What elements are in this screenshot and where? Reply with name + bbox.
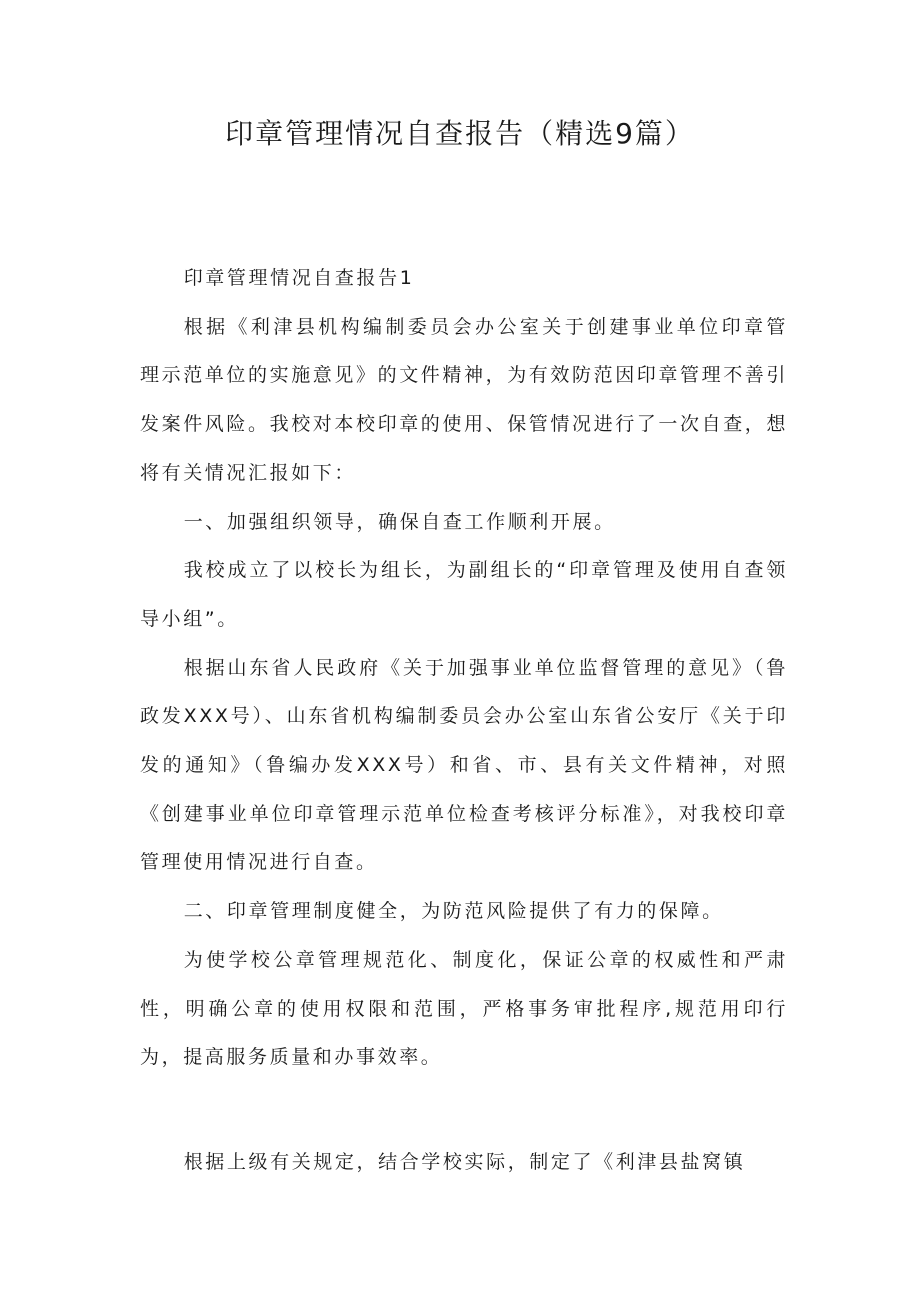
section-heading: 一、加强组织领导，确保自查工作顺利开展。 <box>183 510 616 533</box>
paragraph: 根据山东省人民政府《关于加强事业单位监督管理的意见》（鲁政发XXX号）、山东省机构编制委员会办公室山东省公安厅《关于印发的通知》（鲁编办发XXX号）和省、市、县有关文件精神，对照《创建事业单位印章管理示范单位检查考核评分标准》，对我校印章管理使用情况进行自查。 <box>140 656 788 874</box>
paragraph: 根据上级有关规定，结合学校实际，制定了《利津县盐窝镇 <box>183 1150 746 1173</box>
document-title: 印章管理情况自查报告（精选9篇） <box>225 117 695 150</box>
paragraph: 为使学校公章管理规范化、制度化，保证公章的权威性和严肃性，明确公章的使用权限和范围，严格事务审批程序,规范用印行为，提高服务质量和办事效率。 <box>140 948 788 1069</box>
paragraph: 根据《利津县机构编制委员会办公室关于创建事业单位印章管理示范单位的实施意见》的文件精神，为有效防范因印章管理不善引发案件风险。我校对本校印章的使用、保管情况进行了一次自查，想将有关情况汇报如下： <box>140 315 789 484</box>
section-heading: 印章管理情况自查报告1 <box>183 267 415 289</box>
document-body <box>140 254 788 1187</box>
section-heading: 二、印章管理制度健全，为防范风险提供了有力的保障。 <box>183 900 724 923</box>
paragraph: 我校成立了以校长为组长，为副组长的“印章管理及使用自查领导小组”。 <box>140 559 788 630</box>
